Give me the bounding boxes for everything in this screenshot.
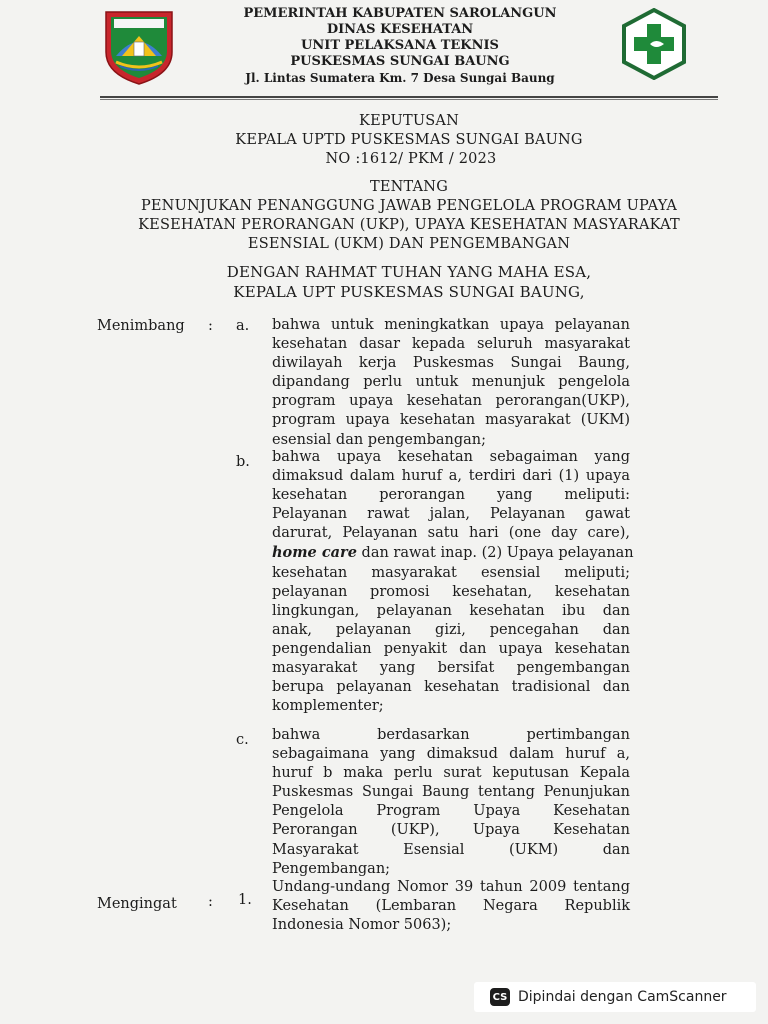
menimbang-item-c (272, 726, 630, 879)
text-line: sebagaimana yang dimaksud dalam huruf a, (272, 746, 630, 763)
text-line: lingkungan, pelayanan kesehatan ibu dan (272, 602, 630, 619)
letterhead-department: DINAS KESEHATAN (326, 22, 474, 37)
text-line: Masyarakat Esensial (UKM) dan (272, 841, 630, 858)
decree-issuer: KEPALA UPTD PUSKESMAS SUNGAI BAUNG (235, 132, 583, 148)
text-line: komplementer; (272, 698, 384, 715)
text-line: Pengembangan; (272, 860, 391, 877)
item-marker: a. (236, 318, 250, 334)
italic-phrase: home care (272, 544, 357, 562)
letterhead-government: PEMERINTAH KABUPATEN SAROLANGUN (243, 6, 557, 21)
text-line: program upaya kesehatan perorangan(UKP), (272, 393, 630, 410)
camscanner-text: Dipindai dengan CamScanner (518, 989, 727, 1005)
text-line: masyarakat yang bersifat pengembangan (272, 660, 630, 677)
text-line: diwilayah kerja Puskesmas Sungai Baung, (272, 355, 630, 372)
menimbang-label: Menimbang (97, 318, 185, 334)
text-line: kesehatan perorangan yang meliputi: (272, 487, 630, 504)
text-line: kesehatan masyarakat esensial meliputi; (272, 564, 630, 581)
mengingat-label: Mengingat (97, 896, 177, 912)
text-line: Kesehatan (Lembaran Negara Republik (272, 898, 630, 915)
text-line-with-italic (272, 543, 634, 563)
text-line: Undang-undang Nomor 39 tahun 2009 tentang (272, 879, 630, 895)
decree-header (100, 112, 718, 169)
text-line: darurat, Pelayanan satu hari (one day care), (272, 525, 630, 542)
decree-subject (100, 178, 718, 254)
letterhead-divider (100, 96, 718, 100)
text-line: pelayanan promosi kesehatan, kesehatan (272, 583, 630, 600)
camscanner-icon: CS (490, 988, 510, 1006)
sarolangun-crest-logo (100, 8, 178, 86)
text-line: dimaksud dalam huruf a, terdiri dari (1) upaya (272, 468, 630, 485)
letterhead-puskesmas: PUSKESMAS SUNGAI BAUNG (290, 54, 510, 69)
text-line: dipandang perlu untuk menunjuk pengelola (272, 374, 630, 391)
text-line: esensial dan pengembangan; (272, 431, 487, 448)
text-line: program upaya kesehatan masyarakat (UKM) (272, 412, 630, 429)
subject-heading: TENTANG (370, 179, 448, 195)
mengingat-colon: : (208, 894, 213, 910)
decree-type: KEPUTUSAN (359, 113, 459, 129)
text-line: huruf b maka perlu surat keputusan Kepala (272, 765, 630, 782)
text-line: bahwa berdasarkan pertimbangan (272, 727, 630, 743)
text-line: dan rawat inap. (2) Upaya pelayanan (361, 545, 634, 562)
text-line: kesehatan dasar kepada seluruh masyarakat (272, 336, 630, 353)
text-line: Indonesia Nomor 5063); (272, 917, 452, 934)
text-line: Perorangan (UKP), Upaya Kesehatan (272, 822, 630, 839)
letterhead-address: Jl. Lintas Sumatera Km. 7 Desa Sungai Baung (245, 71, 555, 85)
subject-line: ESENSIAL (UKM) DAN PENGEMBANGAN (247, 236, 571, 252)
letterhead-unit: UNIT PELAKSANA TEKNIS (301, 38, 499, 53)
menimbang-item-a (272, 316, 630, 450)
puskesmas-cross-logo (620, 8, 688, 80)
item-marker: c. (236, 732, 249, 748)
preamble (100, 262, 718, 302)
text-line: bahwa upaya kesehatan sebagaiman yang (272, 449, 630, 465)
preamble-line: KEPALA UPT PUSKESMAS SUNGAI BAUNG, (233, 283, 585, 301)
menimbang-colon: : (208, 318, 213, 334)
letterhead (190, 6, 610, 86)
text-line: Pelayanan rawat jalan, Pelayanan gawat (272, 506, 630, 523)
decree-number: NO :1612/ PKM / 2023 (325, 151, 497, 167)
text-line: berupa pelayanan kesehatan tradisional dan (272, 679, 630, 696)
subject-line: PENUNJUKAN PENANGGUNG JAWAB PENGELOLA PROGRAM UPAYA (140, 198, 678, 214)
camscanner-badge (474, 982, 756, 1012)
subject-line: KESEHATAN PERORANGAN (UKP), UPAYA KESEHATAN MASYARAKAT (138, 217, 680, 233)
text-line: anak, pelayanan gizi, pencegahan dan (272, 621, 630, 638)
item-marker: 1. (238, 892, 252, 908)
preamble-line: DENGAN RAHMAT TUHAN YANG MAHA ESA, (226, 263, 592, 281)
text-line: bahwa untuk meningkatkan upaya pelayanan (272, 317, 630, 333)
mengingat-item-1 (272, 878, 630, 935)
menimbang-item-b (272, 448, 634, 716)
text-line: Puskesmas Sungai Baung tentang Penunjukan (272, 784, 630, 801)
text-line: pengendalian penyakit dan upaya kesehatan (272, 640, 630, 657)
text-line: Pengelola Program Upaya Kesehatan (272, 803, 630, 820)
item-marker: b. (236, 454, 250, 470)
